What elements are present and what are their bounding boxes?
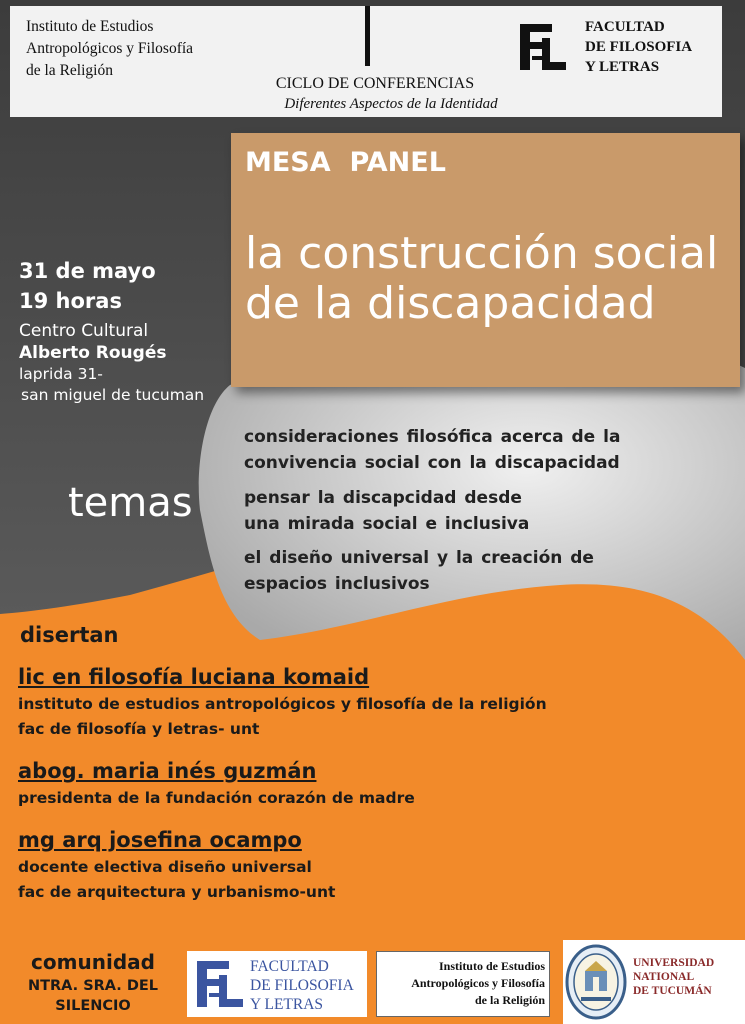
topic-line: consideraciones filosófica acerca de la — [244, 427, 621, 447]
institute-line: de la Religión — [26, 62, 113, 79]
topic-line: espacios inclusivos — [244, 574, 430, 594]
faculty-line: Y LETRAS — [585, 59, 660, 75]
speaker-block — [18, 825, 547, 905]
speaker-block — [18, 756, 547, 811]
panel-headline: la construcción social de la discapacidad — [245, 228, 719, 329]
topic-line: pensar la discapcidad desde — [244, 488, 522, 508]
temas-label: temas — [68, 480, 193, 526]
faculty-name — [585, 17, 692, 77]
community-line: SILENCIO — [55, 998, 131, 1014]
event-info — [19, 256, 204, 406]
title-panel — [231, 133, 740, 387]
topic-item — [244, 545, 594, 597]
speaker-name: lic en filosofía luciana komaid — [18, 665, 370, 689]
institute-name — [26, 16, 193, 82]
cycle-title: CICLO DE CONFERENCIAS — [275, 75, 475, 92]
university-line: NATIONAL — [633, 971, 695, 983]
speaker-name: abog. maria inés guzmán — [18, 759, 317, 783]
speaker-affiliation: presidenta de la fundación corazón de madre — [18, 789, 415, 807]
speaker-affiliation: fac de arquitectura y urbanismo-unt — [18, 883, 336, 901]
institute-line: Antropológicos y Filosofía — [411, 976, 545, 990]
topic-line: convivencia social con la discapacidad — [244, 453, 620, 473]
speakers-label: disertan — [20, 623, 119, 647]
institute-line: Antropológicos y Filosofía — [26, 40, 194, 57]
faculty-line: Y LETRAS — [250, 996, 324, 1013]
university-line: UNIVERSIDAD — [633, 957, 715, 969]
event-date: 31 de mayo — [19, 259, 156, 283]
topic-line: el diseño universal y la creación de — [244, 548, 594, 568]
institute-line: de la Religión — [474, 993, 545, 1007]
faculty-line: DE FILOSOFIA — [250, 977, 354, 994]
university-line: DE TUCUMÁN — [633, 985, 712, 997]
speaker-affiliation: instituto de estudios antropológicos y filosofía de la religión — [18, 695, 547, 713]
footer-faculty-name — [250, 957, 354, 1014]
topic-line: una mirada social e inclusiva — [244, 514, 530, 534]
conference-cycle — [10, 74, 730, 114]
community-title: comunidad — [31, 950, 155, 974]
faculty-logo-icon — [189, 955, 247, 1013]
faculty-logo-icon — [512, 18, 570, 76]
speaker-affiliation: fac de filosofía y letras- unt — [18, 720, 260, 738]
speaker-name: mg arq josefina ocampo — [18, 828, 302, 852]
event-venue: Centro Cultural — [19, 321, 149, 341]
institute-line: Instituto de Estudios — [26, 18, 154, 35]
header-divider — [365, 6, 370, 66]
community-credit — [18, 948, 168, 1016]
header-banner — [10, 6, 722, 117]
faculty-line: DE FILOSOFIA — [585, 39, 693, 55]
event-address: laprida 31- — [19, 365, 103, 383]
topic-item — [244, 485, 529, 537]
university-seal-icon — [565, 943, 627, 1021]
topic-item — [244, 424, 620, 476]
panel-title: MESA PANEL — [245, 147, 446, 178]
university-name — [633, 956, 714, 998]
event-time: 19 horas — [19, 289, 122, 313]
event-venue-name: Alberto Rougés — [19, 343, 167, 363]
faculty-line: FACULTAD — [585, 19, 665, 35]
speaker-affiliation: docente electiva diseño universal — [18, 858, 312, 876]
community-line: NTRA. SRA. DEL — [27, 978, 159, 994]
footer-faculty-logo — [187, 951, 367, 1017]
event-city: san miguel de tucuman — [21, 386, 205, 404]
footer-university-logo — [563, 940, 745, 1024]
speaker-block — [18, 662, 547, 742]
faculty-line: FACULTAD — [250, 958, 329, 975]
institute-line: Instituto de Estudios — [438, 959, 545, 973]
speakers-section — [18, 620, 547, 905]
cycle-subtitle: Diferentes Aspectos de la Identidad — [284, 96, 498, 112]
footer-institute-logo — [376, 951, 550, 1017]
